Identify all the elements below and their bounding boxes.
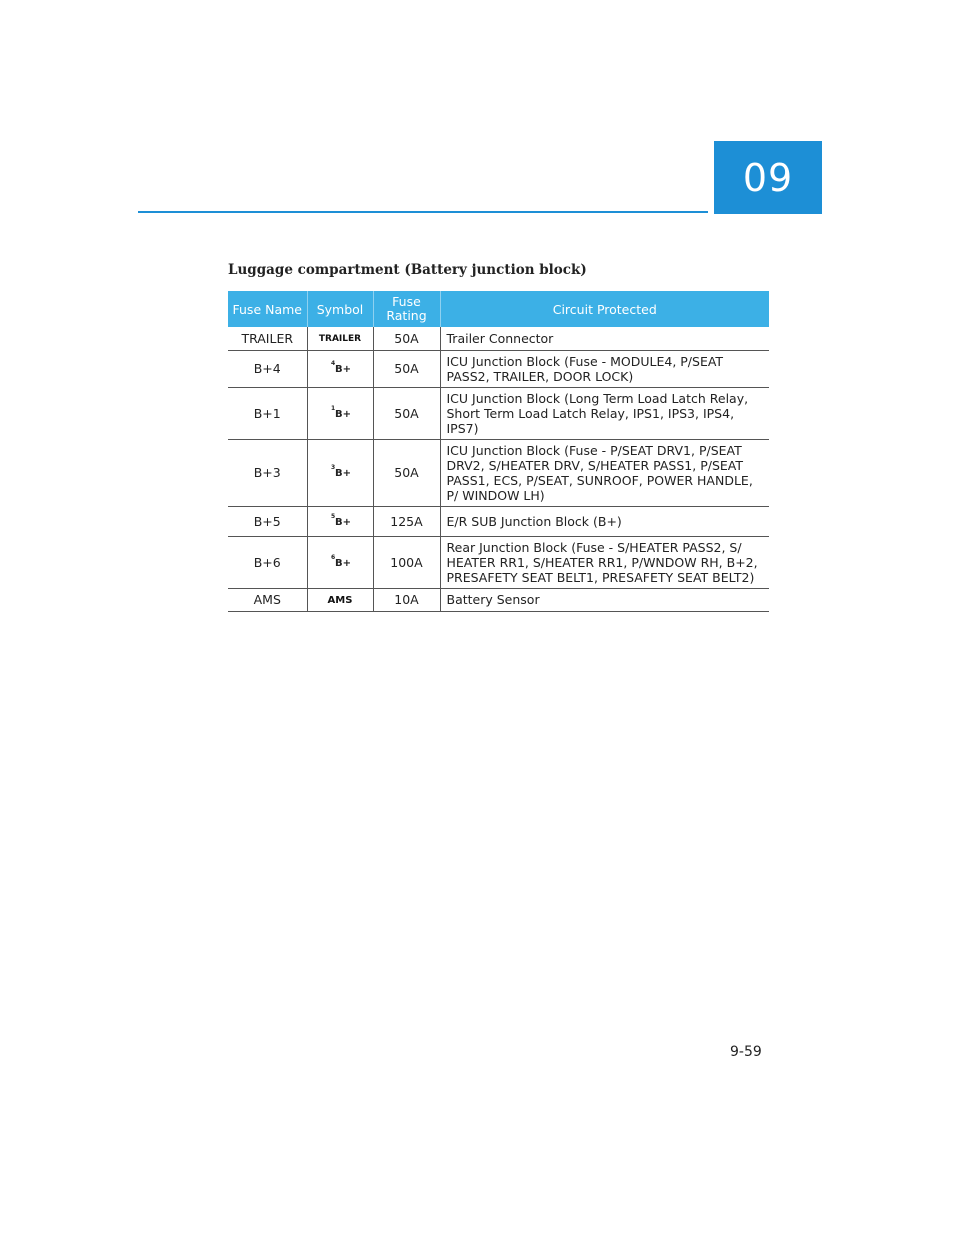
fuse-symbol <box>307 506 373 536</box>
fuse-rating: 50A <box>373 439 440 506</box>
fuse-rating: 50A <box>373 350 440 387</box>
section-title: Luggage compartment (Battery junction block) <box>228 262 587 278</box>
symbol-main: B+ <box>335 557 352 569</box>
ams-symbol-icon: AMS <box>327 595 353 606</box>
fuse-name: B+5 <box>228 506 307 536</box>
symbol-sup: 5 <box>331 512 336 520</box>
table-row <box>228 387 769 439</box>
header-fuse-rating <box>373 291 440 327</box>
header-fuse-rating-text: Fuse Rating <box>386 294 427 323</box>
trailer-symbol-icon: TRAILER <box>318 334 362 345</box>
symbol-sup: 1 <box>331 404 336 412</box>
table-header-row <box>228 291 769 327</box>
symbol-sup: 4 <box>331 360 336 367</box>
fuse-symbol <box>307 387 373 439</box>
fuse-symbol <box>307 536 373 588</box>
chapter-tab <box>714 141 822 214</box>
table-row <box>228 536 769 588</box>
circuit-protected: ICU Junction Block (Long Term Load Latch Relay, Short Term Load Latch Relay, IPS1, IPS3, IPS4, IPS7) <box>440 387 769 439</box>
table-row <box>228 327 769 350</box>
fuse-name: B+6 <box>228 536 307 588</box>
fuse-name: B+3 <box>228 439 307 506</box>
battery-plus-icon <box>323 401 357 423</box>
fuse-rating: 10A <box>373 588 440 611</box>
chapter-number: 09 <box>742 155 794 200</box>
symbol-main: B+ <box>335 468 352 479</box>
fuse-symbol <box>307 588 373 611</box>
fuse-name: B+4 <box>228 350 307 387</box>
symbol-sup: 6 <box>331 553 336 561</box>
fuse-name: TRAILER <box>228 327 307 350</box>
circuit-protected: ICU Junction Block (Fuse - P/SEAT DRV1, P/SEAT DRV2, S/HEATER DRV, S/HEATER PASS1, P/SEAT PASS1, ECS, P/SEAT, SUNROOF, POWER HANDLE, P/ WINDOW LH) <box>440 439 769 506</box>
symbol-main: B+ <box>335 408 352 420</box>
circuit-protected: ICU Junction Block (Fuse - MODULE4, P/SEAT PASS2, TRAILER, DOOR LOCK) <box>440 350 769 387</box>
header-circuit-protected: Circuit Protected <box>440 291 769 327</box>
battery-plus-icon <box>323 550 357 572</box>
battery-plus-icon <box>323 509 357 531</box>
table-row <box>228 588 769 611</box>
table-row <box>228 350 769 387</box>
fuse-name: AMS <box>228 588 307 611</box>
fuse-table <box>228 291 769 612</box>
circuit-protected: Battery Sensor <box>440 588 769 611</box>
header-fuse-name: Fuse Name <box>228 291 307 327</box>
battery-plus-icon <box>323 356 357 378</box>
fuse-rating: 100A <box>373 536 440 588</box>
fuse-rating: 125A <box>373 506 440 536</box>
table-row <box>228 439 769 506</box>
fuse-symbol <box>307 327 373 350</box>
header-rule <box>138 211 708 213</box>
page-number: 9-59 <box>730 1044 762 1060</box>
table-row <box>228 506 769 536</box>
header-symbol: Symbol <box>307 291 373 327</box>
fuse-symbol <box>307 350 373 387</box>
fuse-name: B+1 <box>228 387 307 439</box>
symbol-main: B+ <box>335 364 352 375</box>
fuse-symbol <box>307 439 373 506</box>
symbol-sup: 3 <box>331 464 336 471</box>
circuit-protected: E/R SUB Junction Block (B+) <box>440 506 769 536</box>
circuit-protected: Rear Junction Block (Fuse - S/HEATER PASS2, S/ HEATER RR1, S/HEATER RR1, P/WNDOW RH, B+2, PRESAFETY SEAT BELT1, PRESAFETY SEAT BELT2) <box>440 536 769 588</box>
battery-plus-icon <box>323 460 357 482</box>
fuse-rating: 50A <box>373 387 440 439</box>
circuit-protected: Trailer Connector <box>440 327 769 350</box>
fuse-rating: 50A <box>373 327 440 350</box>
symbol-main: B+ <box>335 516 352 528</box>
